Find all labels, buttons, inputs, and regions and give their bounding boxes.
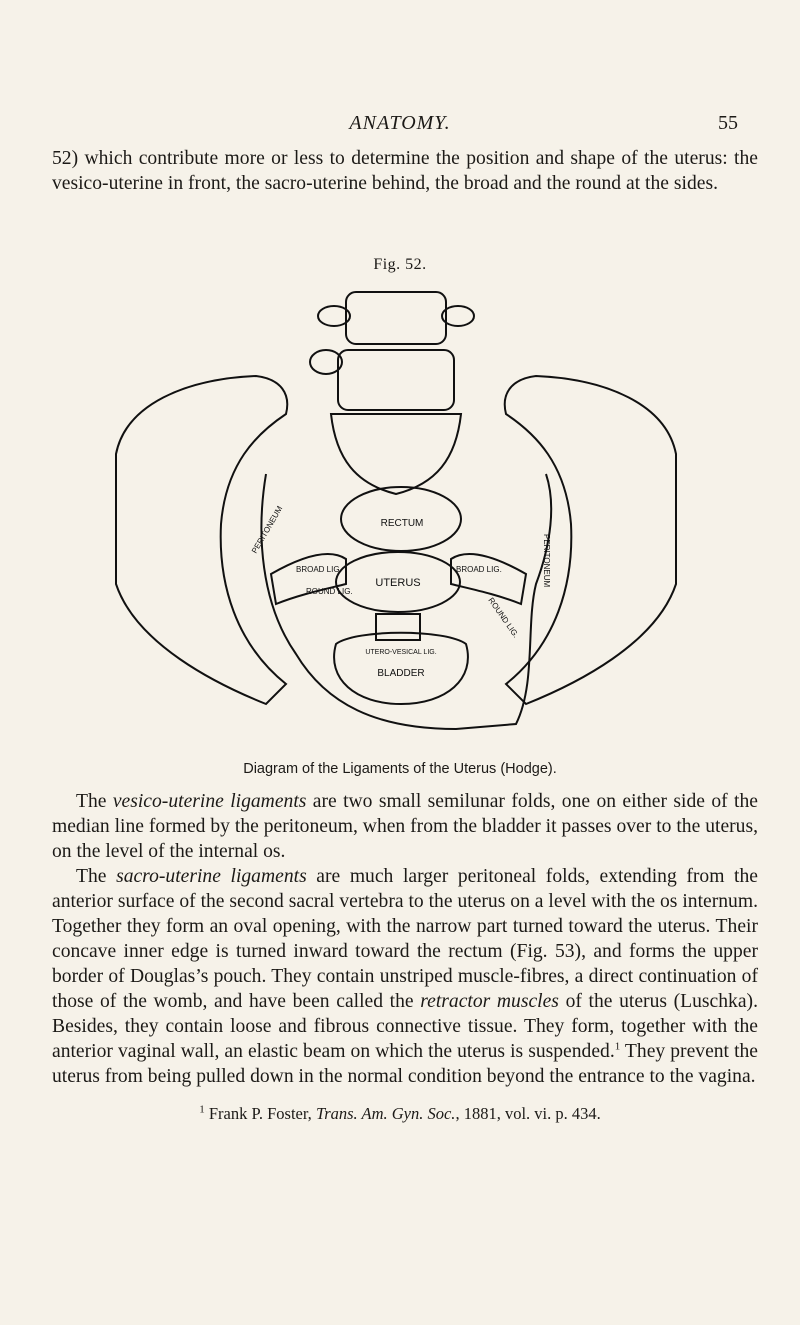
footnote-journal: Trans. Am. Gyn. Soc. bbox=[315, 1104, 456, 1123]
label-bladder: BLADDER bbox=[377, 668, 425, 679]
footnote-marker: 1 bbox=[199, 1103, 205, 1116]
running-title: ANATOMY. bbox=[349, 112, 451, 134]
label-broad-lig-right: BROAD LIG. bbox=[456, 565, 502, 574]
cervix bbox=[376, 614, 420, 640]
label-utero-vesical-lig: UTERO-VESICAL LIG. bbox=[365, 649, 437, 656]
page-number: 55 bbox=[718, 112, 738, 134]
intro-paragraph bbox=[52, 146, 758, 196]
label-rectum: RECTUM bbox=[380, 518, 424, 529]
footnote: $^1$ Frank P. Foster, Trans. Am. Gyn. Soc., 1881, vol. vi. p. 434. bbox=[199, 1103, 601, 1123]
intro-text: 52) which contribute more or less to determine the position and shape of the uterus: the vesico-uterine in front, the sacro-uterine behind, the broad and the round at the sides. bbox=[52, 148, 758, 194]
broad-ligament-left bbox=[271, 554, 346, 604]
broad-ligament-right bbox=[451, 554, 526, 604]
figure-label: Fig. 52. bbox=[373, 256, 427, 273]
figure-caption: Diagram of the Ligaments of the Uterus (Hodge). bbox=[243, 761, 557, 777]
label-peritoneum-right: PERITONEUM bbox=[542, 534, 551, 588]
term-vesico-uterine: vesico-uterine ligaments bbox=[112, 791, 307, 812]
pelvic-basin bbox=[261, 474, 551, 729]
term-retractor-muscles: retractor muscles bbox=[420, 991, 559, 1012]
paragraph-sacro-uterine: The sacro-uterine ligaments are much larger peritoneal folds, extending from the anterior surface of the second sacral vertebra to the uterus on a level with the os internum. Together they form an oval opening, with the narrow part turned toward the uterus. Their concave inner edge is turned inward toward the rectum (Fig. 53), and forms the upper border of Douglas’s pouch. They contain unstriped muscle-fibres, a direct continuation of those of the womb, and have been called the retractor muscles of the uterus (Luschka). Besides, they contain loose and fibrous connective tissue. They form, together with the anterior vaginal wall, an elastic beam on which the uterus is suspended.$^1$ They prevent the uterus from being pulled down in the normal condition beyond the entrance to the vagina. bbox=[52, 866, 758, 1087]
label-broad-lig-left: BROAD LIG. bbox=[296, 565, 342, 574]
uterus-ligaments-diagram bbox=[96, 284, 696, 744]
body-text bbox=[52, 789, 758, 1089]
label-round-lig-left: ROUND LIG. bbox=[306, 587, 353, 596]
paragraph-vesico-uterine: The vesico-uterine ligaments are two small semilunar folds, one on either side of the median line formed by the peritoneum, when from the bladder it passes over to the uterus, on the level of the internal os. bbox=[52, 791, 758, 862]
term-sacro-uterine: sacro-uterine ligaments bbox=[116, 866, 307, 887]
lumbar-vertebra-upper bbox=[346, 292, 446, 344]
label-round-lig-right: ROUND LIG. bbox=[486, 595, 521, 640]
label-uterus: UTERUS bbox=[375, 577, 421, 589]
label-peritoneum-left: PERITONEUM bbox=[249, 504, 285, 555]
sacrum bbox=[331, 414, 461, 494]
footnote-reference: 1 bbox=[614, 1040, 621, 1053]
lumbar-vertebra-lower bbox=[338, 350, 454, 410]
